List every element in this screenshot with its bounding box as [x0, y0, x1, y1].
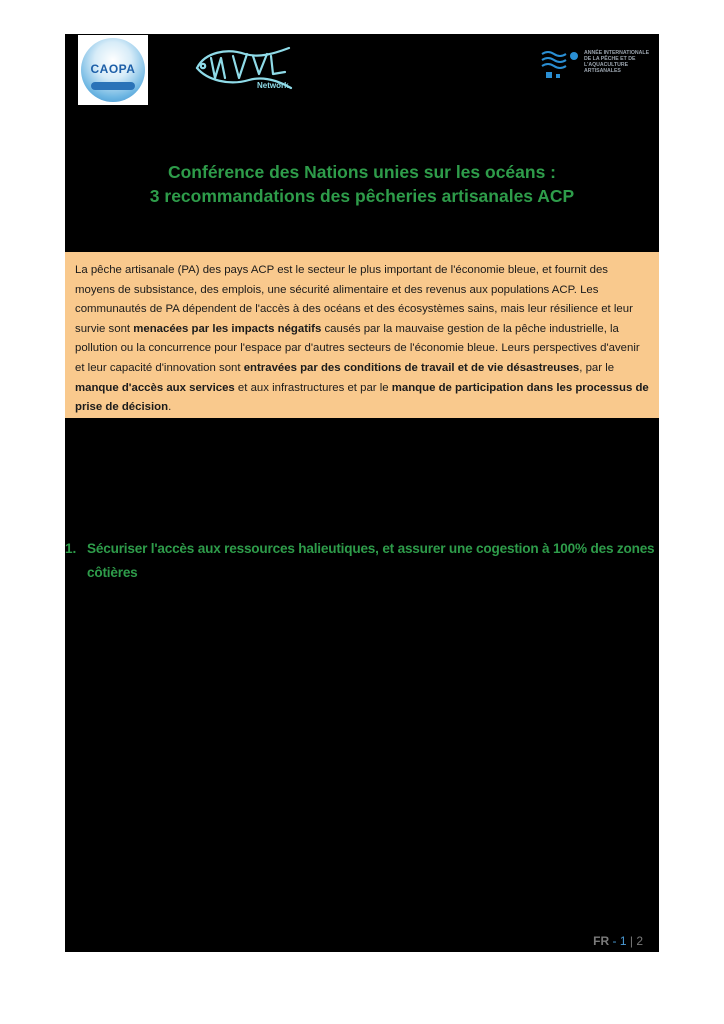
caopa-logo: [78, 35, 148, 105]
title-line-2: 3 recommandations des pêcheries artisanales ACP: [149, 186, 575, 206]
intro-text-1: La pêche artisanale (PA) des pays ACP est le secteur le plus important de l'économie bleue, et fournit des moyens de subsistance, des emplois, une sécurité alimentaire et des revenus aux populations ACP. Les communautés de PA dépendent de l'accès à des océans et des écosystèmes sains, mais leur résilience et leur survie sont: [75, 264, 633, 335]
page-dash: -: [609, 934, 620, 948]
intro-box: [65, 252, 659, 418]
page-title: [65, 160, 659, 208]
cffa-network-label: Network: [257, 81, 289, 90]
language-code: FR: [593, 934, 610, 948]
wave-icon: [91, 82, 135, 90]
iyafa-logo: [540, 48, 656, 88]
cffa-network-logo: [193, 44, 297, 94]
intro-text-2: causés par la mauvaise gestion de la pêche industrielle, la pollution ou la concurrence pour l'espace par d'autres secteurs de l'économie bleue. Leurs perspectives d'avenir et leur capacité d'innovation sont: [75, 322, 640, 374]
intro-bold-3: manque d'accès aux services: [75, 381, 235, 394]
recommendation-number: 1.: [65, 541, 77, 556]
caopa-logo-text: CAOPA: [90, 62, 136, 76]
waves-emblem-icon: [540, 48, 582, 84]
intro-text-3: , par le: [579, 361, 615, 374]
page-number: [593, 934, 643, 948]
recommendation-heading: [65, 537, 659, 585]
intro-bold-1: menacées par les impacts négatifs: [133, 322, 322, 335]
iyafa-logo-text: ANNÉE INTERNATIONALE DE LA PÊCHE ET DE L'AQUACULTURE ARTISANALES: [584, 50, 650, 74]
intro-bold-2: entravées par des conditions de travail et de vie désastreuses: [243, 361, 580, 374]
intro-paragraph: [75, 261, 651, 418]
caopa-logo-emblem: [81, 38, 145, 102]
intro-text-5: .: [168, 401, 172, 414]
intro-bold-4: manque de participation dans les processus de prise de décision: [75, 381, 649, 414]
intro-text-4: et aux infrastructures et par le: [234, 381, 392, 394]
total-pages: 2: [636, 934, 643, 948]
title-line-1: Conférence des Nations unies sur les océans :: [167, 162, 557, 182]
recommendation-text: Sécuriser l'accès aux ressources halieutiques, et assurer une cogestion à 100% des zones côtières: [87, 541, 655, 580]
page-separator: |: [626, 934, 637, 948]
document-page: [65, 34, 659, 952]
current-page: 1: [619, 934, 627, 948]
